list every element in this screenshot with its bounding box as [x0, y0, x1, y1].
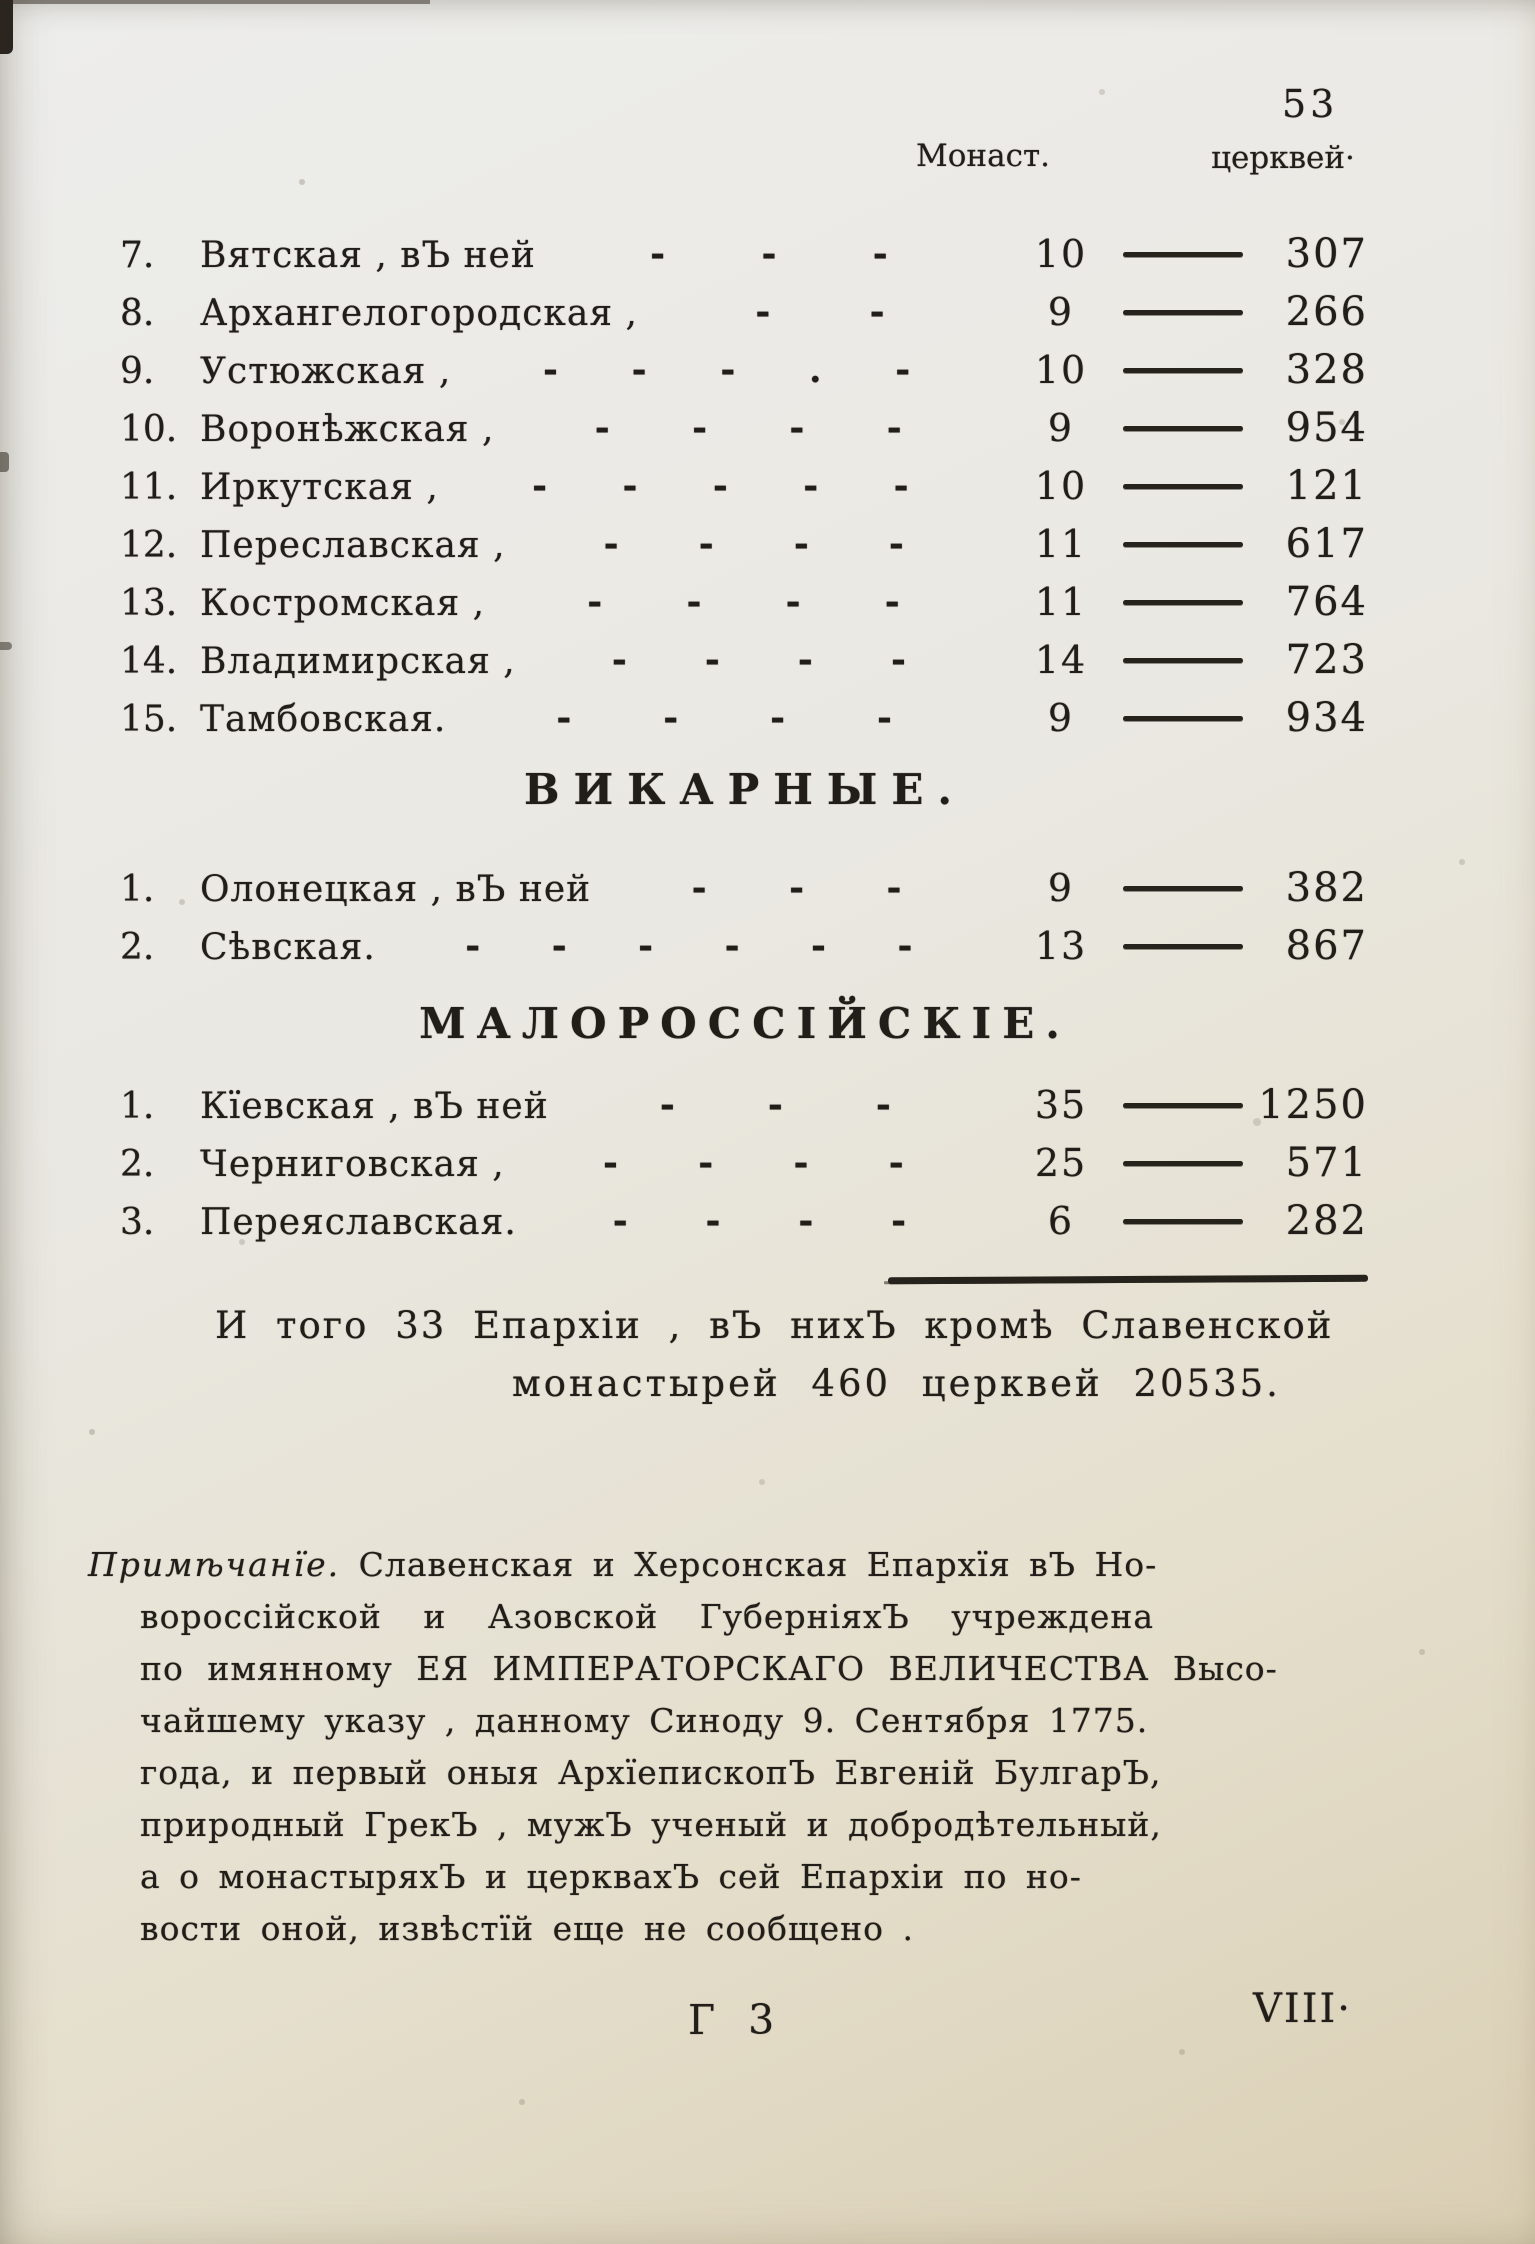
table-row [120, 341, 1368, 399]
sheet-signature: Г 3 [688, 1996, 785, 2044]
row-number: 15. [120, 699, 178, 740]
eparchy-name: Вятская , вЪ ней [200, 235, 536, 276]
eparchy-name: Кїевская , вЪ ней [200, 1086, 549, 1127]
leader-dash: - [612, 1203, 628, 1239]
leader-dash: - [755, 294, 771, 330]
leader-dash: - [622, 468, 638, 504]
note-line: природный ГрекЪ , мужЪ ученый и добродѣтельный, [140, 1805, 1162, 1844]
leader-dash: - [789, 870, 805, 906]
leader-dash: - [638, 928, 654, 964]
dash-rule [1120, 426, 1246, 431]
column-headers [0, 0, 1535, 225]
leader-dash: - [793, 526, 809, 562]
leader-dots [376, 928, 1002, 964]
table-row [120, 573, 1368, 631]
leader-dash: - [888, 526, 904, 562]
leader-dots [506, 526, 1002, 562]
leader-dash: - [465, 928, 481, 964]
dash-rule [1120, 1103, 1246, 1108]
monasteries-count: 11 [1034, 580, 1088, 624]
dash-rule [1120, 484, 1246, 489]
leader-dash: - [663, 700, 679, 736]
section-heading: ВИКАРНЫЕ. [524, 765, 966, 814]
leader-dash: - [698, 1145, 714, 1181]
catchword: VIII· [1253, 1986, 1353, 2032]
row-number: 9. [120, 351, 155, 392]
note-label: Примѣчанїе. [88, 1545, 341, 1584]
row-number: 2. [120, 1144, 155, 1185]
dash-rule [1120, 600, 1246, 605]
note-line: по имянному ЕЯ ИМПЕРАТОРСКАГО ВЕЛИЧЕСТВА Высо- [140, 1649, 1278, 1688]
monasteries-count: 9 [1047, 866, 1075, 910]
eparchy-name: Устюжская , [200, 351, 452, 392]
leader-dash: - [551, 928, 567, 964]
row-number: 1. [120, 1086, 155, 1127]
table-row [120, 631, 1368, 689]
churches-count: 266 [1285, 289, 1368, 335]
leader-dots [485, 584, 1002, 620]
column-header-monasteries: Монаст. [916, 138, 1050, 174]
leader-dots [638, 294, 1002, 330]
leader-dots [494, 410, 1002, 446]
table-row [120, 689, 1368, 747]
leader-dash: - [692, 410, 708, 446]
note-first-line: Славенская и Херсонская Епархїя вЪ Но- [358, 1545, 1158, 1584]
monasteries-count: 10 [1034, 348, 1088, 392]
table-row [120, 515, 1368, 573]
dash-rule [1120, 944, 1246, 949]
leader-dots [536, 236, 1002, 272]
eparchy-name: Иркутская , [200, 467, 439, 508]
churches-count: 382 [1285, 865, 1368, 911]
leader-dots [446, 700, 1002, 736]
leader-dash: - [789, 410, 805, 446]
churches-count: 934 [1285, 695, 1368, 741]
table-row [120, 917, 1368, 975]
leader-dash: - [587, 584, 603, 620]
monasteries-count: 10 [1034, 464, 1088, 508]
monasteries-count: 11 [1034, 522, 1088, 566]
dash-rule [1120, 886, 1246, 891]
dash-rule [1120, 368, 1246, 373]
leader-dash: - [594, 410, 610, 446]
monasteries-count: 9 [1047, 696, 1075, 740]
note-line [88, 1539, 1385, 1591]
leader-dash: - [797, 642, 813, 678]
leader-dash: - [720, 352, 736, 388]
table-row [120, 457, 1368, 515]
leader-dash: - [793, 1145, 809, 1181]
dash-rule [1120, 658, 1246, 663]
monasteries-count: 35 [1034, 1083, 1088, 1127]
scan-edge-mark [0, 642, 12, 650]
column-header-churches: церквей· [1211, 140, 1355, 176]
leader-dash: - [886, 870, 902, 906]
leader-dash: - [603, 526, 619, 562]
leader-dots [517, 1203, 1002, 1239]
leader-dash: - [631, 352, 647, 388]
table-row [120, 283, 1368, 341]
churches-count: 282 [1285, 1198, 1368, 1244]
row-number: 8. [120, 293, 155, 334]
leader-dash: - [686, 584, 702, 620]
leader-dash: - [767, 1087, 783, 1123]
leader-dash: . [809, 352, 822, 388]
monasteries-count: 10 [1034, 232, 1088, 276]
leader-dots [451, 352, 1002, 388]
leader-dash: - [532, 468, 548, 504]
row-number: 13. [120, 583, 178, 624]
eparchy-table [0, 225, 1535, 1250]
summary-rule [888, 1275, 1368, 1285]
leader-dash: - [691, 870, 707, 906]
leader-dash: - [884, 584, 900, 620]
table-row [120, 399, 1368, 457]
leader-dash: - [893, 468, 909, 504]
churches-count: 867 [1285, 923, 1368, 969]
leader-dash: - [798, 1203, 814, 1239]
dash-rule [1120, 1161, 1246, 1166]
churches-count: 328 [1285, 347, 1368, 393]
leader-dash: - [875, 1087, 891, 1123]
row-number: 12. [120, 525, 178, 566]
eparchy-name: Воронѣжская , [200, 409, 495, 450]
table-row [120, 1076, 1368, 1134]
leader-dash: - [704, 642, 720, 678]
table-row [120, 225, 1368, 283]
churches-count: 617 [1285, 521, 1368, 567]
monasteries-count: 6 [1047, 1199, 1075, 1243]
dash-rule [1120, 542, 1246, 547]
leader-dash: - [785, 584, 801, 620]
row-number: 7. [120, 235, 155, 276]
leader-dash: - [886, 410, 902, 446]
leader-dash: - [869, 294, 885, 330]
section-heading: МАЛОРОССІЙСКІЕ. [419, 999, 1071, 1048]
table-row [120, 1192, 1368, 1250]
summary-line-1: И того 33 Епархіи , вЪ нихЪ кромѣ Славенской [215, 1304, 1334, 1347]
row-number: 1. [120, 869, 155, 910]
leader-dash: - [803, 468, 819, 504]
eparchy-name: Архангелогородская , [200, 293, 638, 334]
monasteries-count: 25 [1034, 1141, 1088, 1185]
monasteries-count: 14 [1034, 638, 1088, 682]
leader-dash: - [770, 700, 786, 736]
leader-dots [591, 870, 1002, 906]
eparchy-name: Переяславская. [200, 1202, 517, 1243]
dash-rule [1120, 1219, 1246, 1224]
eparchy-name: Олонецкая , вЪ ней [200, 869, 592, 910]
row-number: 2. [120, 927, 155, 968]
eparchy-name: Тамбовская. [200, 699, 447, 740]
leader-dash: - [891, 1203, 907, 1239]
leader-dash: - [712, 468, 728, 504]
note-line: чайшему указу , данному Синоду 9. Сентября 1775. [140, 1701, 1149, 1740]
eparchy-name: Черниговская , [200, 1144, 505, 1185]
eparchy-name: Костромская , [200, 583, 486, 624]
leader-dash: - [890, 642, 906, 678]
note-line: вороссійской и Азовской ГуберніяхЪ учреждена [140, 1597, 1155, 1636]
leader-dots [516, 642, 1002, 678]
monasteries-count: 9 [1047, 406, 1075, 450]
monasteries-count: 13 [1034, 924, 1088, 968]
note-line: года, и первый оныя АрхїепископЪ Евгеній БулгарЪ, [140, 1753, 1162, 1792]
leader-dash: - [811, 928, 826, 964]
leader-dash: - [650, 236, 666, 272]
leader-dash: - [611, 642, 627, 678]
leader-dash: - [603, 1145, 618, 1181]
summary-line-2: монастырей 460 церквей 20535. [512, 1362, 1281, 1405]
row-number: 3. [120, 1202, 155, 1243]
monasteries-count: 9 [1047, 290, 1075, 334]
churches-count: 954 [1285, 405, 1368, 451]
dash-rule [1120, 716, 1246, 721]
row-number: 10. [120, 409, 178, 450]
eparchy-name: Владимирская , [200, 641, 516, 682]
churches-count: 571 [1285, 1140, 1368, 1186]
churches-count: 1250 [1258, 1082, 1368, 1128]
leader-dash: - [895, 352, 911, 388]
page-number: 53 [1282, 82, 1339, 126]
table-row [120, 859, 1368, 917]
note-line: а о монастыряхЪ и церквахЪ сей Епархіи по но- [140, 1857, 1082, 1896]
leader-dash: - [659, 1087, 675, 1123]
table-row [120, 1134, 1368, 1192]
note-block [88, 1539, 1385, 1955]
leader-dash: - [556, 700, 572, 736]
leader-dash: - [698, 526, 714, 562]
leader-dash: - [761, 236, 777, 272]
leader-dash: - [705, 1203, 721, 1239]
leader-dots [439, 468, 1002, 504]
scan-edge-mark [0, 452, 9, 472]
leader-dots [549, 1087, 1002, 1123]
eparchy-name: Переславская , [200, 525, 506, 566]
dash-rule [1120, 252, 1246, 257]
note-line: вости оной, извѣстїй еще не сообщено . [140, 1909, 914, 1948]
churches-count: 307 [1285, 231, 1368, 277]
dash-rule [1120, 310, 1246, 315]
leader-dash: - [897, 928, 913, 964]
leader-dash: - [724, 928, 740, 964]
churches-count: 723 [1285, 637, 1368, 683]
leader-dash: - [543, 352, 558, 388]
row-number: 11. [120, 467, 178, 508]
leader-dots [505, 1145, 1002, 1181]
eparchy-name: Сѣвская. [200, 927, 376, 968]
leader-dash: - [888, 1145, 904, 1181]
churches-count: 121 [1285, 463, 1368, 509]
churches-count: 764 [1285, 579, 1368, 625]
leader-dash: - [877, 700, 892, 736]
row-number: 14. [120, 641, 178, 682]
leader-dash: - [872, 236, 888, 272]
